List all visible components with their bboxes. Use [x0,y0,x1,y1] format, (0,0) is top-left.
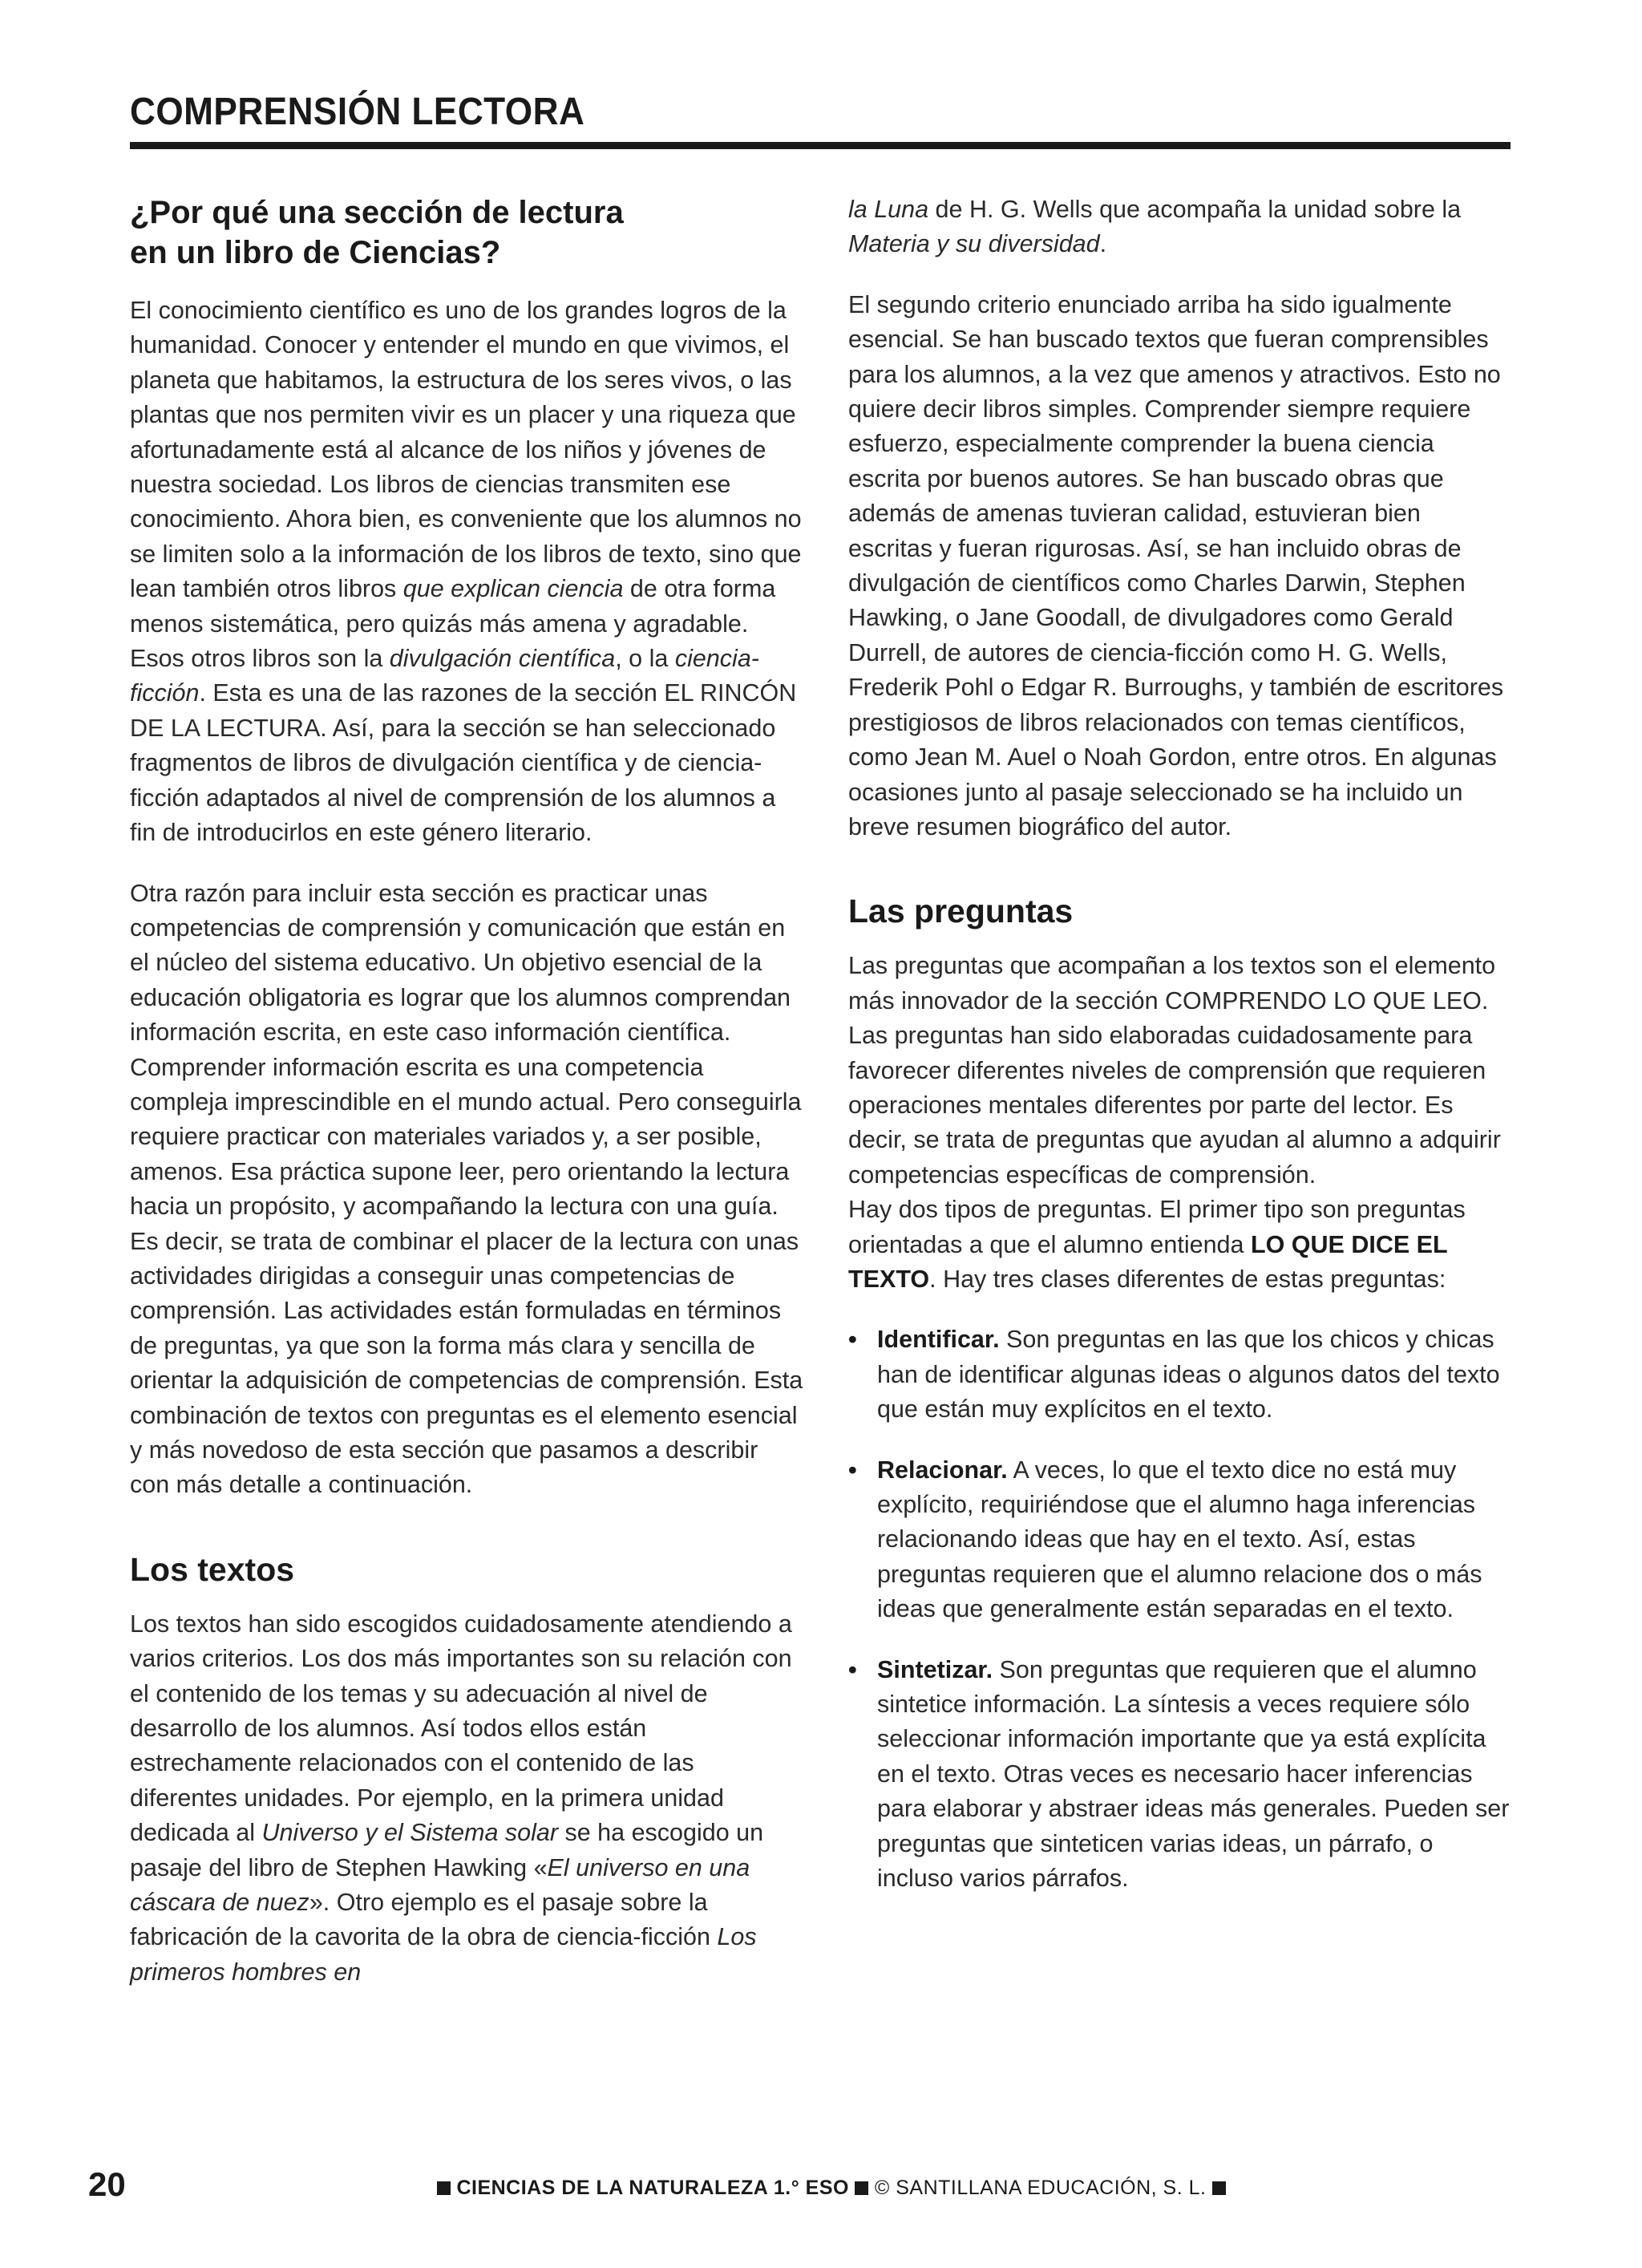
text-run: El conocimiento científico es uno de los grandes logros de la humanidad. Conocer y entender el mundo en que vivimos, el planeta que habitamos, la estructura de los seres vivos, o las plantas que nos permiten vivir es un placer y una riqueza que afortunadamente está al alcance de los niños y jóvenes de nuestra sociedad. Los libros de ciencias transmiten ese conocimiento. Ahora bien, es conveniente que los alumnos no se limiten solo a la información de los libros de texto, sino que lean también otros libros [130,297,802,603]
text-run: . [1099,230,1107,258]
page-header [130,90,1511,149]
page-footer [88,2165,1515,2213]
list-item-sintetizar [848,1653,1511,1897]
italic-run: El universo en una cáscara de nuez [130,1853,750,1917]
heading-line-1: ¿Por qué una sección de lectura [130,195,624,230]
text-run: Los textos han sido escogidos cuidadosamente atendiendo a varios criterios. Los dos más importantes son su relación con el contenido de los temas y su adecuación al nivel de desarrollo de los alumnos. Así todos ellos están estrechamente relacionados con el contenido de las diferentes unidades. Por ejemplo, en la primera unidad dedicada al [130,1610,792,1847]
text-run: . Esta es una de las razones de la sección EL RINCÓN DE LA LECTURA. Así, para la sección se han seleccionado fragmentos de libros de divulgación científica y de ciencia-ficción adaptados al nivel de comprensión de los alumnos a fin de introducirlos en este género literario. [130,679,797,847]
page-number: 20 [88,2165,126,2203]
paragraph-texts [130,1607,803,1990]
italic-run: la Luna [848,196,929,223]
question-types-list [848,1322,1511,1896]
bullet-term: Relacionar. [877,1456,1008,1484]
paragraph-intro [130,294,803,851]
italic-run: Materia y su diversidad [848,230,1100,258]
square-bullet-icon [855,2181,868,2195]
bullet-term: Identificar. [877,1326,1000,1354]
paragraph-continuation [848,192,1511,262]
paragraph-competencies: Otra razón para incluir esta sección es practicar unas competencias de comprensión y comunicación que están en el núcleo del sistema educativo. Un objetivo esencial de la educación obligatoria es lograr que los alumnos comprendan información escrita, en este caso información científica. Comprender información escrita es una competencia compleja imprescindible en el mundo actual. Pero conseguirla requiere practicar con materiales variados y, a ser posible, amenos. Esa práctica supone leer, pero orientando la lectura hacia un propósito, y acompañando la lectura con una guía. Es decir, se trata de combinar el placer de la lectura con unas actividades dirigidas a conseguir unas competencias de comprensión. Las actividades están formuladas en términos de preguntas, ya que son la forma más clara y sencilla de orientar la adquisición de competencias de comprensión. Esta combinación de textos con preguntas es el elemento esencial y más novedoso de esta sección que pasamos a describir con más detalle a continuación. [130,879,803,1499]
italic-run: divulgación científica [389,645,616,673]
heading-las-preguntas: Las preguntas [848,893,1074,930]
text-run: de H. G. Wells que acompaña la unidad sobre la [928,196,1462,223]
footer-publisher: © SANTILLANA EDUCACIÓN, S. L. [874,2177,1207,2199]
text-run: se ha escogido un pasaje del libro de Stephen Hawking « [130,1819,764,1881]
paragraph-question-types [848,1193,1511,1297]
text-run: ». Otro ejemplo es el pasaje sobre la fabricación de la cavorita de la obra de ciencia-ficción [130,1889,718,1951]
italic-run: Los primeros hombres en [130,1923,757,1986]
right-column [848,192,1511,1922]
heading-why-reading [130,192,803,273]
bullet-term: Sintetizar. [877,1655,993,1683]
paragraph-questions: Las preguntas que acompañan a los textos son el elemento más innovador de la sección COMPRENDO LO QUE LEO. Las preguntas han sido elaboradas cuidadosamente para favorecer diferentes niveles de comprensión que requieren operaciones mentales diferentes por parte del lector. Es decir, se trata de preguntas que ayudan al alumno a adquirir competencias específicas de comprensión. [848,952,1501,1189]
square-bullet-icon [437,2181,451,2195]
footer-book-title: CIENCIAS DE LA NATURALEZA 1.° ESO [456,2177,849,2199]
paragraph-second-criterion: El segundo criterio enunciado arriba ha sido igualmente esencial. Se han buscado textos que fueran comprensibles para los alumnos, a la vez que amenos y atractivos. Esto no quiere decir libros simples. Comprender siempre requiere esfuerzo, especialmente comprender la buena ciencia escrita por buenos autores. Se han buscado obras que además de amenas tuvieran calidad, estuvieran bien escritas y fueran rigurosas. Así, se han incluido obras de divulgación de científicos como Charles Darwin, Stephen Hawking, o Jane Goodall, de divulgadores como Gerald Durrell, de autores de ciencia-ficción como H. G. Wells, Frederik Pohl o Edgar R. Burroughs, y también de escritores prestigiosos de libros relacionados con temas científicos, como Jean M. Auel o Noah Gordon, entre otros. En algunas ocasiones junto al pasaje seleccionado se ha incluido un breve resumen biográfico del autor. [848,290,1504,840]
heading-line-2: en un libro de Ciencias? [130,235,501,270]
bullet-text: Son preguntas que requieren que el alumno sintetice información. La síntesis a veces requiere sólo seleccionar información importante que ya está explícita en el texto. Otras veces es necesario hacer inferencias para elaborar y abstraer ideas más generales. Pueden ser preguntas que sinteticen varias ideas, un párrafo, o incluso varios párrafos. [877,1655,1510,1893]
heading-los-textos: Los textos [130,1550,295,1588]
bold-run: LO QUE DICE EL TEXTO [848,1230,1448,1293]
italic-run: que explican ciencia [402,575,624,603]
footer-credits [437,2177,1226,2200]
text-run: de otra forma menos sistemática, pero quizás más amena y agradable. Esos otros libros son la [130,575,776,673]
italic-run: Universo y el Sistema solar [261,1819,559,1847]
left-column [130,192,803,1990]
section-title: COMPRENSIÓN LECTORA [130,91,585,133]
square-bullet-icon [1212,2181,1226,2195]
text-run: Hay dos tipos de preguntas. El primer tipo son preguntas orientadas a que el alumno entienda [848,1196,1466,1258]
text-run: , o la [615,645,675,673]
list-item-identificar [848,1322,1511,1427]
bullet-text: Son preguntas en las que los chicos y chicas han de identificar algunas ideas o algunos datos del texto que están muy explícitos en el texto. [877,1326,1500,1424]
list-item-relacionar [848,1453,1511,1627]
bullet-text: A veces, lo que el texto dice no está muy explícito, requiriéndose que el alumno haga inferencias relacionando ideas que hay en el texto. Así, estas preguntas requieren que el alumno relacione dos o más ideas que generalmente están separadas en el texto. [877,1456,1482,1623]
italic-run: ciencia-ficción [130,645,759,707]
text-run: . Hay tres clases diferentes de estas preguntas: [929,1265,1446,1293]
